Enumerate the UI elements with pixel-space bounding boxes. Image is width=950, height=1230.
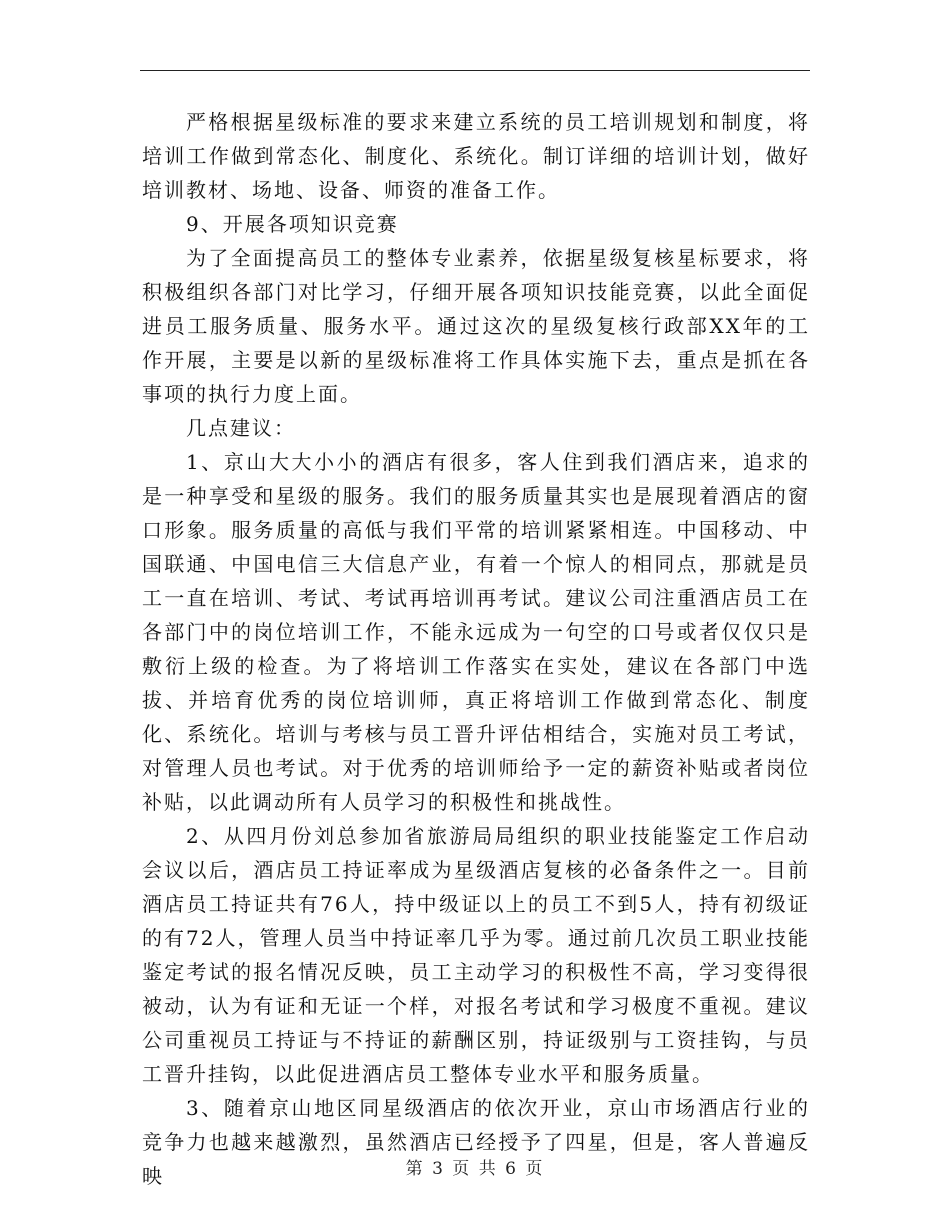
paragraph-training-plan: 严格根据星级标准的要求来建立系统的员工培训规划和制度，将培训工作做到常态化、制度化、系统化。制订详细的培训计划，做好培训教材、场地、设备、师资的准备工作。 bbox=[142, 110, 810, 202]
header-rule bbox=[140, 70, 810, 71]
section-heading-knowledge-contest: 9、开展各项知识竞赛 bbox=[186, 212, 399, 236]
paragraph-knowledge-contest: 为了全面提高员工的整体专业素养，依据星级复核星标要求，将积极组织各部门对比学习，仔细开展各项知识技能竞赛，以此全面促进员工服务质量、服务水平。通过这次的星级复核行政部XX年的工作开展，主要是以新的星级标准将工作具体实施下去，重点是抓在各事项的执行力度上面。 bbox=[142, 246, 810, 406]
paragraph-suggestion-2: 2、从四月份刘总参加省旅游局局组织的职业技能鉴定工作启动会议以后，酒店员工持证率成为星级酒店复核的必备条件之一。目前酒店员工持证共有76人，持中级证以上的员工不到5人，持有初级证的有72人，管理人员当中持证率几乎为零。通过前几次员工职业技能鉴定考试的报名情况反映，员工主动学习的积极性不高，学习变得很被动，认为有证和无证一个样，对报名考试和学习极度不重视。建议公司重视员工持证与不持证的薪酬区别，持证级别与工资挂钩，与员工晋升挂钩，以此促进酒店员工整体专业水平和服务质量。 bbox=[142, 824, 810, 1086]
paragraph-suggestion-3: 3、随着京山地区同星级酒店的依次开业，京山市场酒店行业的竞争力也越来越激烈，虽然酒店已经授予了四星，但是，客人普遍反映 bbox=[142, 1096, 810, 1188]
page-number-footer: 第 3 页 共 6 页 bbox=[405, 1159, 545, 1179]
paragraph-suggestion-1: 1、京山大大小小的酒店有很多，客人住到我们酒店来，追求的是一种享受和星级的服务。我们的服务质量其实也是展现着酒店的窗口形象。服务质量的高低与我们平常的培训紧紧相连。中国移动、中国联通、中国电信三大信息产业，有着一个惊人的相同点，那就是员工一直在培训、考试、考试再培训再考试。建议公司注重酒店员工在各部门中的岗位培训工作，不能永远成为一句空的口号或者仅仅只是敷衍上级的检查。为了将培训工作落实在实处，建议在各部门中选拔、并培育优秀的岗位培训师，真正将培训工作做到常态化、制度化、系统化。培训与考核与员工晋升评估相结合，实施对员工考试，对管理人员也考试。对于优秀的培训师给予一定的薪资补贴或者岗位补贴，以此调动所有人员学习的积极性和挑战性。 bbox=[142, 450, 810, 814]
section-heading-suggestions: 几点建议： bbox=[186, 416, 296, 440]
document-body bbox=[142, 105, 810, 1193]
